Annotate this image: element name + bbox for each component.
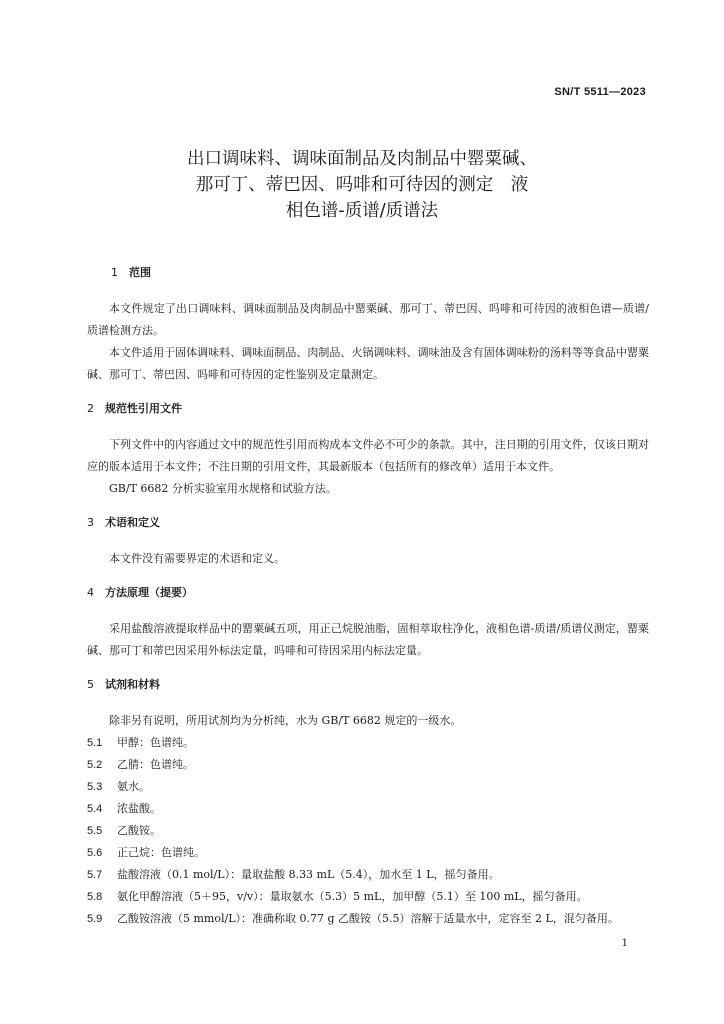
reference-item: GB/T 6682 分析实验室用水规格和试验方法。 <box>109 482 337 495</box>
document-body <box>87 262 649 930</box>
section-number: 3 <box>87 516 94 529</box>
title-line-2: 那可丁、蒂巴因、吗啡和可待因的测定 液 <box>195 175 529 195</box>
section-number: 5 <box>87 678 94 691</box>
reagent-item: 5.9 乙酸铵溶液（5 mmol/L）：准确称取 0.77 g 乙酸铵（5.5）溶解于适量水中，定容至 2 L，混匀备用。 <box>87 912 619 925</box>
reagent-item: 5.6 正己烷：色谱纯。 <box>87 846 205 859</box>
reagent-item: 5.5 乙酸铵。 <box>87 824 161 837</box>
paragraph: 采用盐酸溶液提取样品中的罂粟碱五项，用正己烷脱油脂，固相萃取柱净化，液相色谱-质谱/质谱仪测定，罂粟碱、那可丁和蒂巴因采用外标法定量，吗啡和可待因采用内标法定量。 <box>87 622 649 657</box>
section-heading-principle <box>87 582 649 604</box>
page-number: 1 <box>621 938 628 949</box>
standard-code: SN/T 5511—2023 <box>554 86 646 98</box>
section-title: 方法原理（提要） <box>105 586 193 599</box>
section-number: 1 <box>111 266 118 279</box>
reagent-item: 5.8 氨化甲醇溶液（5＋95，v/v）：量取氨水（5.3）5 mL，加甲醇（5.1）至 100 mL，摇匀备用。 <box>87 890 588 903</box>
document-title <box>0 146 724 224</box>
paragraph: 本文件规定了出口调味料、调味面制品及肉制品中罂粟碱、那可丁、蒂巴因、吗啡和可待因的液相色谱—质谱/质谱检测方法。 <box>87 302 649 337</box>
paragraph: 本文件没有需要界定的术语和定义。 <box>109 552 285 565</box>
section-title: 范围 <box>129 266 151 279</box>
section-heading-normative-references <box>87 398 649 420</box>
reagent-item: 5.1 甲醇：色谱纯。 <box>87 736 194 749</box>
paragraph: 下列文件中的内容通过文中的规范性引用而构成本文件必不可少的条款。其中，注日期的引用文件，仅该日期对应的版本适用于本文件；不注日期的引用文件，其最新版本（包括所有的修改单）适用于本文件。 <box>87 438 649 473</box>
section-title: 试剂和材料 <box>105 678 160 691</box>
section-number: 4 <box>87 586 94 599</box>
section-heading-terms <box>87 512 649 534</box>
reagent-item: 5.2 乙腈：色谱纯。 <box>87 758 194 771</box>
reagent-item: 5.4 浓盐酸。 <box>87 802 161 815</box>
reagent-item: 5.7 盐酸溶液（0.1 mol/L）：量取盐酸 8.33 mL（5.4），加水至 1 L，摇匀备用。 <box>87 868 500 881</box>
reagent-item: 5.3 氨水。 <box>87 780 150 793</box>
section-title: 术语和定义 <box>105 516 160 529</box>
section-title: 规范性引用文件 <box>105 402 182 415</box>
paragraph: 本文件适用于固体调味料、调味面制品、肉制品、火锅调味料、调味油及含有固体调味粉的汤料等等食品中罂粟碱、那可丁、蒂巴因、吗啡和可待因的定性鉴别及定量测定。 <box>87 346 649 381</box>
section-heading-reagents <box>87 674 649 696</box>
paragraph: 除非另有说明，所用试剂均为分析纯，水为 GB/T 6682 规定的一级水。 <box>109 714 462 727</box>
title-line-3: 相色谱-质谱/质谱法 <box>285 201 439 221</box>
title-line-1: 出口调味料、调味面制品及肉制品中罂粟碱、 <box>187 149 537 169</box>
section-heading-scope <box>87 262 649 284</box>
section-number: 2 <box>87 402 94 415</box>
